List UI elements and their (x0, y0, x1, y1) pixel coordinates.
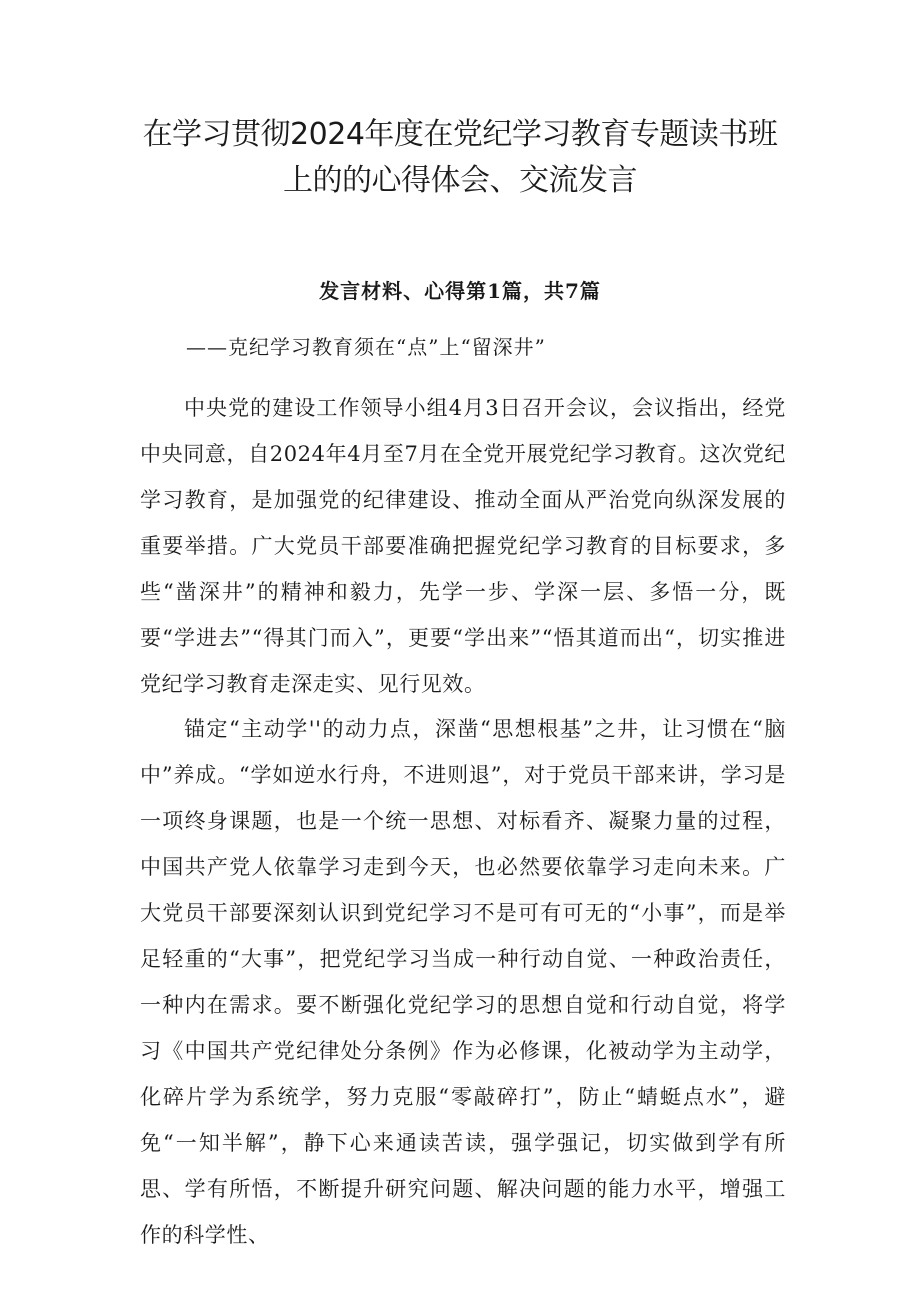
section-subheading: 发言材料、心得第1篇，共7篇 (319, 279, 601, 303)
body-paragraph-1: 中央党的建设工作领导小组4月3日召开会议，会议指出，经党中央同意，自2024年4月至7月在全党开展党纪学习教育。这次党纪学习教育，是加强党的纪律建设、推动全面从严治党向纵深发展的重要举措。广大党员干部要准确把握党纪学习教育的目标要求，多些“凿深井”的精神和毅力，先学一步、学深一层、多悟一分，既要“学进去”“得其门而入”，更要“学出来”“悟其道而出“，切实推进党纪学习教育走深走实、见行见效。 (140, 396, 786, 696)
document-title-line-2: 上的的心得体会、交流发言 (283, 163, 637, 198)
body-paragraph-2: 锚定“主动学''的动力点，深凿“思想根基”之井，让习惯在“脑中”养成。“学如逆水行舟，不进则退”，对于党员干部来讲，学习是一项终身课题，也是一个统一思想、对标看齐、凝聚力量的过程，中国共产党人依靠学习走到今天，也必然要依靠学习走向未来。广大党员干部要深刻认识到党纪学习不是可有可无的“小事”，而是举足轻重的“大事”，把党纪学习当成一种行动自觉、一种政治责任，一种内在需求。要不断强化党纪学习的思想自觉和行动自觉，将学习《中国共产党纪律处分条例》作为必修课，化被动学为主动学，化碎片学为系统学，努力克服“零敲碎打”，防止“蜻蜓点水”，避免“一知半解”，静下心来通读苦读，强学强记，切实做到学有所思、学有所悟，不断提升研究问题、解决问题的能力水平，增强工作的科学性、 (140, 717, 786, 1247)
section-subtitle: ——克纪学习教育须在“点”上“留深井” (186, 335, 546, 359)
document-title-line-1: 在学习贯彻2024年度在党纪学习教育专题读书班 (142, 117, 778, 152)
